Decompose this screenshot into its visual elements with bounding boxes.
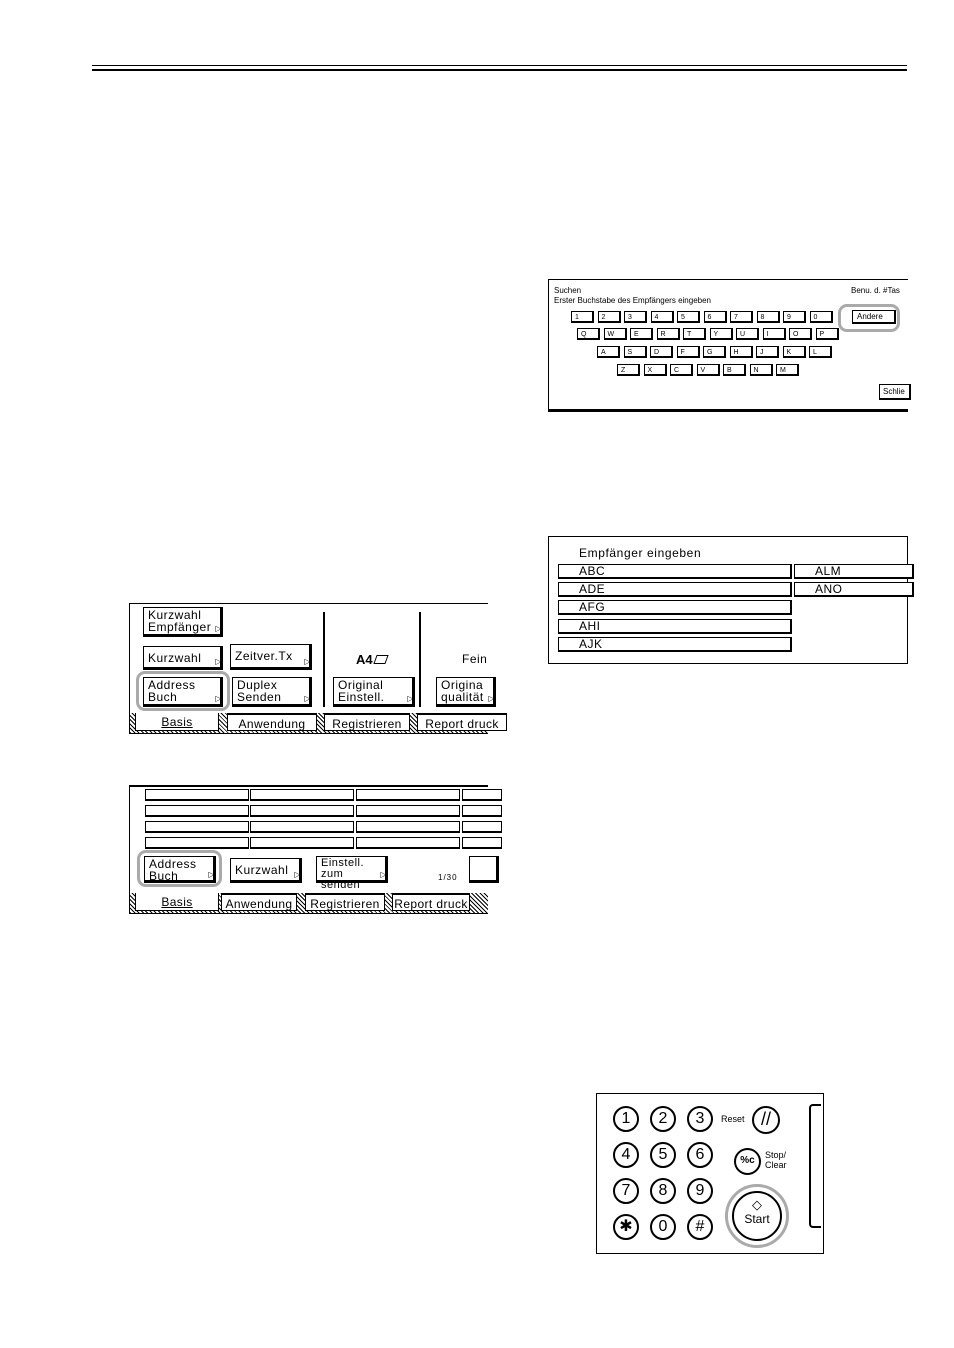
tab-registrieren[interactable]: Registrieren <box>324 713 410 731</box>
tab-basis[interactable] <box>135 713 219 731</box>
tab-report-druck[interactable]: Report druck <box>417 713 507 731</box>
stop-clear-label: Stop/ Clear <box>765 1150 787 1170</box>
recipient-item[interactable]: ALM <box>794 564 914 579</box>
key-h[interactable]: H <box>730 346 753 358</box>
key-i[interactable]: I <box>763 328 786 340</box>
paper-size-label <box>356 652 387 667</box>
destination-slot[interactable] <box>356 837 460 849</box>
submenu-arrow-icon: ▷ <box>294 870 301 879</box>
operation-keypad <box>596 1093 824 1254</box>
destination-slot[interactable] <box>250 789 354 801</box>
recipient-item[interactable]: ABC <box>558 564 792 579</box>
start-label: Start <box>744 1212 770 1226</box>
submenu-arrow-icon: ▷ <box>208 870 215 879</box>
destination-slot[interactable] <box>250 837 354 849</box>
key-6[interactable]: 6 <box>704 311 727 323</box>
key-o[interactable]: O <box>789 328 812 340</box>
scroll-button[interactable] <box>469 856 499 883</box>
destination-slot[interactable] <box>462 805 502 817</box>
destination-slot[interactable] <box>250 821 354 833</box>
key-1[interactable]: 1 <box>613 1106 639 1132</box>
keypad-bracket <box>809 1104 821 1228</box>
key-a[interactable]: A <box>597 346 620 358</box>
kurzwahl-empfaenger-button[interactable]: Kurzwahl Empfänger ▷ <box>143 607 223 637</box>
submenu-arrow-icon: ▷ <box>488 694 495 703</box>
recipient-title: Empfänger eingeben <box>579 546 702 560</box>
zeitver-tx-button[interactable]: Zeitver.Tx ▷ <box>230 644 312 670</box>
key-2[interactable]: 2 <box>650 1106 676 1132</box>
key-4[interactable]: 4 <box>613 1142 639 1168</box>
key-y[interactable]: Y <box>710 328 733 340</box>
close-button[interactable]: Schlie <box>879 384 911 400</box>
key-v[interactable]: V <box>697 364 720 376</box>
kurzwahl-button[interactable]: Kurzwahl ▷ <box>230 858 302 883</box>
header-rule-thin <box>92 65 907 66</box>
submenu-arrow-icon: ▷ <box>215 624 222 633</box>
key-s[interactable]: S <box>624 346 647 358</box>
original-qualitaet-button[interactable]: Origina qualität ▷ <box>436 677 496 707</box>
key-1[interactable]: 1 <box>571 311 594 323</box>
recipient-panel <box>548 536 908 664</box>
einstell-zum-senden-button[interactable]: Einstell. zum senden ▷ <box>316 856 388 883</box>
key-6[interactable]: 6 <box>687 1142 713 1168</box>
fein-label: Fein <box>462 652 488 666</box>
key-9[interactable]: 9 <box>687 1178 713 1204</box>
key-q[interactable]: Q <box>577 328 600 340</box>
key-7[interactable]: 7 <box>730 311 753 323</box>
reset-label: Reset <box>721 1114 745 1124</box>
tab-bar <box>130 893 488 913</box>
key-3[interactable]: 3 <box>687 1106 713 1132</box>
key-0[interactable]: 0 <box>650 1214 676 1240</box>
key-3[interactable]: 3 <box>624 311 647 323</box>
address-buch-button[interactable]: Address Buch ▷ <box>143 677 223 707</box>
search-right-label: Benu. d. #Tas <box>851 286 900 295</box>
key-hash[interactable]: # <box>687 1214 713 1240</box>
stop-clear-button[interactable]: %c <box>734 1148 761 1175</box>
key-5[interactable]: 5 <box>677 311 700 323</box>
submenu-arrow-icon: ▷ <box>380 870 387 879</box>
search-panel <box>548 279 908 412</box>
key-w[interactable]: W <box>604 328 627 340</box>
recipient-item[interactable]: AJK <box>558 637 792 652</box>
key-star[interactable]: ✱ <box>613 1214 639 1240</box>
key-n[interactable]: N <box>750 364 773 376</box>
tab-basis[interactable] <box>135 893 219 911</box>
key-u[interactable]: U <box>736 328 759 340</box>
fax-panel-list <box>129 785 488 914</box>
duplex-senden-button[interactable]: Duplex Senden ▷ <box>232 677 312 707</box>
reset-button[interactable]: // <box>752 1106 780 1134</box>
key-z[interactable]: Z <box>617 364 640 376</box>
key-d[interactable]: D <box>650 346 673 358</box>
destination-slot[interactable] <box>250 805 354 817</box>
page-counter: 1/30 <box>438 873 458 882</box>
address-buch-button[interactable]: Address Buch ▷ <box>144 856 216 883</box>
tab-bar <box>130 713 499 733</box>
key-x[interactable]: X <box>644 364 667 376</box>
key-g[interactable]: G <box>703 346 726 358</box>
key-r[interactable]: R <box>657 328 680 340</box>
divider <box>323 612 325 707</box>
tab-registrieren[interactable]: Registrieren <box>305 893 385 911</box>
panel-top-edge <box>130 785 488 787</box>
submenu-arrow-icon: ▷ <box>304 694 311 703</box>
key-2[interactable]: 2 <box>598 311 621 323</box>
recipient-item[interactable]: ANO <box>794 582 914 597</box>
tab-basis-label: Basis <box>161 895 193 909</box>
start-button[interactable] <box>732 1191 782 1241</box>
key-f[interactable]: F <box>677 346 700 358</box>
recipient-item[interactable]: AHI <box>558 619 792 634</box>
destination-slot[interactable] <box>356 805 460 817</box>
submenu-arrow-icon: ▷ <box>304 657 311 666</box>
tab-report-druck[interactable]: Report druck <box>392 893 470 911</box>
key-l[interactable]: L <box>809 346 832 358</box>
tab-anwendung[interactable]: Anwendung <box>227 713 317 731</box>
destination-slot[interactable] <box>145 805 249 817</box>
destination-slot[interactable] <box>462 821 502 833</box>
key-m[interactable]: M <box>776 364 799 376</box>
search-title: Suchen <box>554 286 582 295</box>
destination-slot[interactable] <box>462 837 502 849</box>
recipient-item[interactable]: AFG <box>558 600 792 615</box>
fax-panel-basis <box>129 603 499 734</box>
key-0[interactable]: 0 <box>810 311 833 323</box>
destination-slot[interactable] <box>356 789 460 801</box>
key-8[interactable]: 8 <box>757 311 780 323</box>
tab-basis-label: Basis <box>161 715 193 729</box>
kurzwahl-button[interactable]: Kurzwahl ▷ <box>143 646 223 670</box>
recipient-item[interactable]: ADE <box>558 582 792 597</box>
destination-slot[interactable] <box>145 837 249 849</box>
andere-button[interactable]: Andere <box>852 310 896 324</box>
search-instruction: Erster Buchstabe des Empfängers eingeben <box>554 296 711 305</box>
key-j[interactable]: J <box>756 346 779 358</box>
key-e[interactable]: E <box>630 328 653 340</box>
submenu-arrow-icon: ▷ <box>215 694 222 703</box>
key-5[interactable]: 5 <box>650 1142 676 1168</box>
tab-anwendung[interactable]: Anwendung <box>221 893 297 911</box>
key-c[interactable]: C <box>670 364 693 376</box>
paper-size-text: A4 <box>356 652 373 667</box>
key-7[interactable]: 7 <box>613 1178 639 1204</box>
key-9[interactable]: 9 <box>783 311 806 323</box>
start-icon: ◇ <box>752 1197 762 1212</box>
submenu-arrow-icon: ▷ <box>215 657 222 666</box>
key-k[interactable]: K <box>783 346 806 358</box>
original-einstell-button[interactable]: Original Einstell. ▷ <box>333 677 415 707</box>
key-8[interactable]: 8 <box>650 1178 676 1204</box>
key-p[interactable]: P <box>816 328 839 340</box>
destination-slot[interactable] <box>145 821 249 833</box>
destination-slot[interactable] <box>356 821 460 833</box>
divider <box>419 612 421 707</box>
header-rule-thick <box>92 69 907 71</box>
submenu-arrow-icon: ▷ <box>407 694 414 703</box>
destination-slot[interactable] <box>462 789 502 801</box>
destination-slot[interactable] <box>145 789 249 801</box>
key-b[interactable]: B <box>723 364 746 376</box>
paper-orientation-icon <box>373 655 388 664</box>
key-4[interactable]: 4 <box>651 311 674 323</box>
key-t[interactable]: T <box>683 328 706 340</box>
